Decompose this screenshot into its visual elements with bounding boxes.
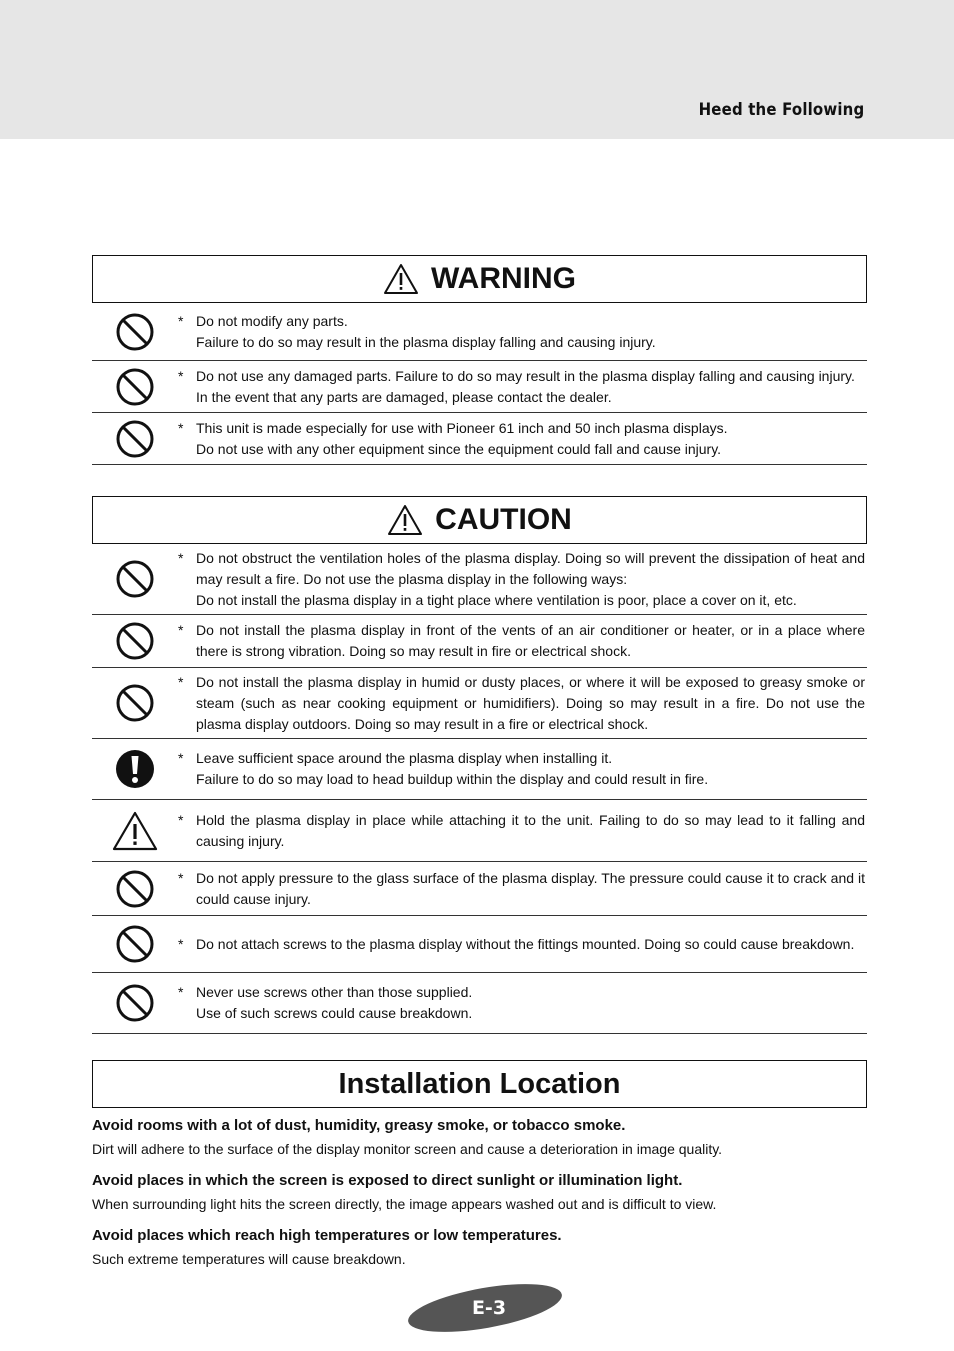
prohibition-icon-graphic	[115, 983, 155, 1023]
item-text	[178, 748, 867, 790]
bullet-asterisk: *	[178, 419, 184, 436]
warning-triangle-icon	[92, 811, 178, 851]
prohibition-icon	[92, 924, 178, 964]
installation-item	[92, 1226, 867, 1269]
item-line: Do not install the plasma display in humid or dusty places, or where it will be exposed to greasy smoke or steam (such as near cooking equipment or humidifiers). Doing so may result in a fire. Do not use the plasma display outdoors. Doing so may result in a fire or electrical shock.	[196, 673, 865, 732]
installation-item-text: Such extreme temperatures will cause breakdown.	[92, 1251, 406, 1267]
item-line: Leave sufficient space around the plasma display when installing it.	[196, 750, 613, 766]
installation-title: Installation Location	[92, 1060, 867, 1108]
item-line: Failure to do so may load to head buildup within the display and could result in fire.	[196, 771, 709, 787]
caution-item	[92, 615, 867, 668]
warning-title-box	[92, 255, 867, 303]
item-text	[178, 672, 867, 735]
caution-title: CAUTION	[435, 503, 572, 536]
warning-item	[92, 361, 867, 413]
prohibition-icon-graphic	[115, 621, 155, 661]
installation-item	[92, 1116, 867, 1159]
item-text	[178, 311, 867, 353]
item-line: Do not modify any parts.	[196, 312, 348, 329]
prohibition-icon	[92, 683, 178, 723]
item-lines	[196, 311, 865, 353]
prohibition-icon	[92, 621, 178, 661]
caution-item	[92, 973, 867, 1034]
mandatory-exclamation-icon-graphic	[115, 749, 155, 789]
installation-item-heading: Avoid places which reach high temperatures or low temperatures.	[92, 1227, 562, 1244]
item-text	[178, 620, 867, 662]
caution-section	[92, 496, 867, 1034]
caution-triangle-icon	[387, 504, 423, 536]
bullet-asterisk: *	[178, 622, 184, 638]
caution-item	[92, 544, 867, 615]
item-lines	[196, 620, 865, 662]
warning-item	[92, 413, 867, 465]
installation-item-heading: Avoid rooms with a lot of dust, humidity, greasy smoke, or tobacco smoke.	[92, 1117, 626, 1134]
item-lines	[196, 672, 865, 735]
item-line: Do not use with any other equipment since the equipment could fall and cause injury.	[196, 440, 722, 457]
bullet-asterisk: *	[178, 750, 184, 766]
warning-list	[92, 303, 867, 465]
prohibition-icon-graphic	[115, 869, 155, 909]
item-line: Do not install the plasma display in a tight place where ventilation is poor, place a cover on it, etc.	[196, 591, 797, 608]
item-line: Do not apply pressure to the glass surface of the plasma display. The pressure could cause it to crack and it could cause injury.	[196, 869, 865, 907]
installation-item	[92, 1171, 867, 1214]
warning-section	[92, 255, 867, 465]
item-line: Hold the plasma display in place while attaching it to the unit. Failing to do so may lead to it falling and causing injury.	[196, 811, 865, 849]
item-line: Use of such screws could cause breakdown.	[196, 1005, 473, 1021]
caution-item	[92, 862, 867, 916]
prohibition-icon	[92, 419, 178, 459]
installation-section	[92, 1060, 867, 1269]
prohibition-icon-graphic	[115, 312, 155, 352]
bullet-asterisk: *	[178, 984, 184, 1000]
item-lines	[196, 548, 865, 611]
installation-item-text: Dirt will adhere to the surface of the display monitor screen and cause a deterioration in image quality.	[92, 1141, 723, 1157]
item-line: In the event that any parts are damaged, please contact the dealer.	[196, 388, 612, 405]
warning-triangle-icon-graphic	[112, 811, 158, 851]
item-line: Never use screws other than those supplied.	[196, 984, 473, 1000]
page-number-badge	[408, 1280, 562, 1336]
bullet-asterisk: *	[178, 673, 184, 690]
item-text	[178, 868, 867, 910]
warning-title: WARNING	[431, 262, 576, 295]
installation-list	[92, 1116, 867, 1269]
prohibition-icon-graphic	[115, 419, 155, 459]
item-line: Failure to do so may result in the plasma display falling and causing injury.	[196, 333, 656, 350]
warning-triangle-icon	[383, 263, 419, 295]
caution-item	[92, 739, 867, 800]
item-text	[178, 810, 867, 852]
prohibition-icon-graphic	[115, 559, 155, 599]
prohibition-icon	[92, 367, 178, 407]
prohibition-icon-graphic	[115, 683, 155, 723]
installation-item-heading: Avoid places in which the screen is exposed to direct sunlight or illumination light.	[92, 1172, 683, 1189]
item-line: This unit is made especially for use with Pioneer 61 inch and 50 inch plasma displays.	[196, 419, 728, 436]
item-text	[178, 982, 867, 1024]
prohibition-icon	[92, 312, 178, 352]
bullet-asterisk: *	[178, 367, 184, 384]
caution-title-box	[92, 496, 867, 544]
prohibition-icon-graphic	[115, 367, 155, 407]
item-text	[178, 548, 867, 611]
prohibition-icon	[92, 869, 178, 909]
item-line: Do not obstruct the ventilation holes of the plasma display. Doing so will prevent the dissipation of heat and may result a fire. Do not use the plasma display in the following ways:	[196, 549, 865, 587]
caution-list	[92, 544, 867, 1034]
bullet-asterisk: *	[178, 869, 184, 886]
item-line: Do not attach screws to the plasma display without the fittings mounted. Doing so could cause breakdown.	[196, 935, 855, 952]
item-line: Do not install the plasma display in front of the vents of an air conditioner or heater, or in a place where there is strong vibration. Doing so may result in fire or electrical shock.	[196, 622, 865, 659]
bullet-asterisk: *	[178, 935, 184, 952]
item-lines	[196, 810, 865, 852]
item-text	[178, 934, 867, 955]
installation-item-text: When surrounding light hits the screen directly, the image appears washed out and is difficult to view.	[92, 1196, 717, 1212]
item-line: Do not use any damaged parts. Failure to do so may result in the plasma display falling and causing injury.	[196, 367, 855, 384]
bullet-asterisk: *	[178, 312, 184, 329]
prohibition-icon	[92, 559, 178, 599]
prohibition-icon-graphic	[115, 924, 155, 964]
caution-item	[92, 916, 867, 973]
item-text	[178, 366, 867, 408]
page-number: E-3	[471, 1297, 507, 1319]
bullet-asterisk: *	[178, 811, 184, 828]
caution-item	[92, 800, 867, 862]
bullet-asterisk: *	[178, 549, 184, 566]
caution-item	[92, 668, 867, 739]
page-header-title: Heed the Following	[698, 100, 864, 120]
warning-item	[92, 303, 867, 361]
item-lines	[196, 868, 865, 910]
item-lines	[196, 982, 865, 1024]
prohibition-icon	[92, 983, 178, 1023]
mandatory-exclamation-icon	[92, 749, 178, 789]
item-lines	[196, 748, 865, 790]
item-lines	[196, 418, 865, 460]
item-lines	[196, 366, 865, 408]
item-lines	[196, 934, 865, 955]
item-text	[178, 418, 867, 460]
